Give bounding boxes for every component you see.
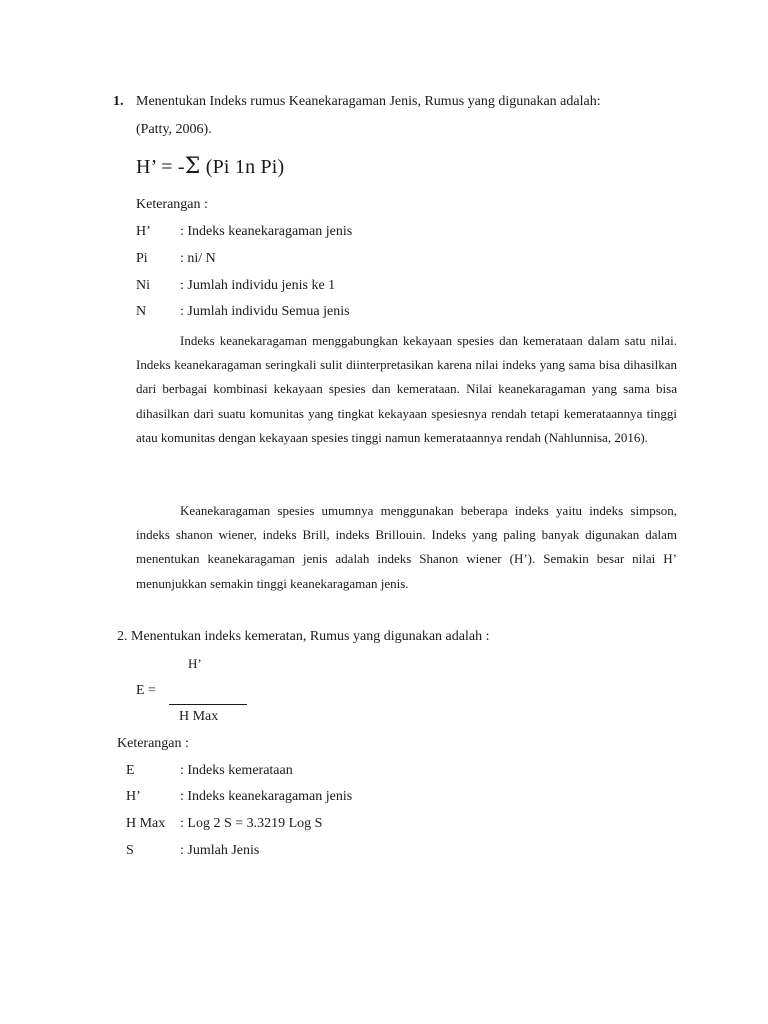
section-1-number: 1.: [113, 94, 124, 109]
legend-symbol: H Max: [126, 816, 166, 831]
legend-symbol: Ni: [136, 278, 150, 293]
evenness-denominator: H Max: [179, 709, 219, 724]
paragraph-diversity-index: [136, 329, 677, 450]
legend-desc: : Log 2 S = 3.3219 Log S: [180, 816, 323, 831]
legend-symbol: E: [126, 763, 135, 778]
legend-symbol: H’: [126, 789, 141, 804]
section-1-heading: Menentukan Indeks rumus Keanekaragaman Jenis, Rumus yang digunakan adalah:: [136, 94, 601, 109]
legend-desc: : Indeks keanekaragaman jenis: [180, 224, 353, 239]
keterangan-label-2: Keterangan :: [117, 736, 189, 751]
fraction-line: [169, 704, 247, 705]
formula-lhs: H’ = -: [136, 156, 185, 178]
paragraph-1-text: Indeks keanekaragaman menggabungkan kekayaan spesies dan kemerataan dalam satu nilai. Indeks keanekaragaman seringkali sulit diinterpretasikan karena nilai indeks yang sama bisa dihasilkan dari berbagai kombinasi kekayaan spesies dan kemerataan. Nilai keanekaragaman yang sama bisa dihasilkan dari suatu komunitas yang tingkat kekayaan spesiesnya rendah tetapi kemerataannya tinggi atau komunitas dengan kekayaan spesies tinggi namun kemerataannya rendah (Nahlunnisa, 2016).: [136, 333, 677, 445]
shannon-formula: [136, 154, 284, 179]
evenness-numerator: H’: [188, 656, 202, 671]
formula-rhs: (Pi 1n Pi): [200, 156, 285, 178]
section-2-heading: 2. Menentukan indeks kemeratan, Rumus yang digunakan adalah :: [117, 629, 490, 644]
legend-desc: : Jumlah Jenis: [180, 843, 260, 858]
legend-desc: : Indeks keanekaragaman jenis: [180, 789, 353, 804]
legend-symbol: H’: [136, 224, 151, 239]
legend-symbol: S: [126, 843, 134, 858]
paragraph-2-text: Keanekaragaman spesies umumnya menggunakan beberapa indeks yaitu indeks simpson, indeks shanon wiener, indeks Brill, indeks Brillouin. Indeks yang paling banyak digunakan dalam menentukan keanekaragaman jenis adalah indeks Shanon wiener (H’). Semakin besar nilai H’ menunjukkan semakin tinggi keanekaragaman jenis.: [136, 503, 677, 591]
paragraph-species-indices: [136, 499, 677, 596]
legend-desc: : Jumlah individu jenis ke 1: [180, 278, 336, 293]
legend-desc: : ni/ N: [180, 251, 216, 266]
legend-symbol: N: [136, 304, 147, 319]
citation: (Patty, 2006).: [136, 122, 212, 137]
legend-desc: : Indeks kemerataan: [180, 763, 293, 778]
legend-symbol: Pi: [136, 251, 148, 266]
keterangan-label-1: Keterangan :: [136, 197, 208, 212]
sigma-symbol: Σ: [184, 154, 201, 179]
evenness-lhs: E =: [136, 683, 156, 698]
legend-desc: : Jumlah individu Semua jenis: [180, 304, 350, 319]
